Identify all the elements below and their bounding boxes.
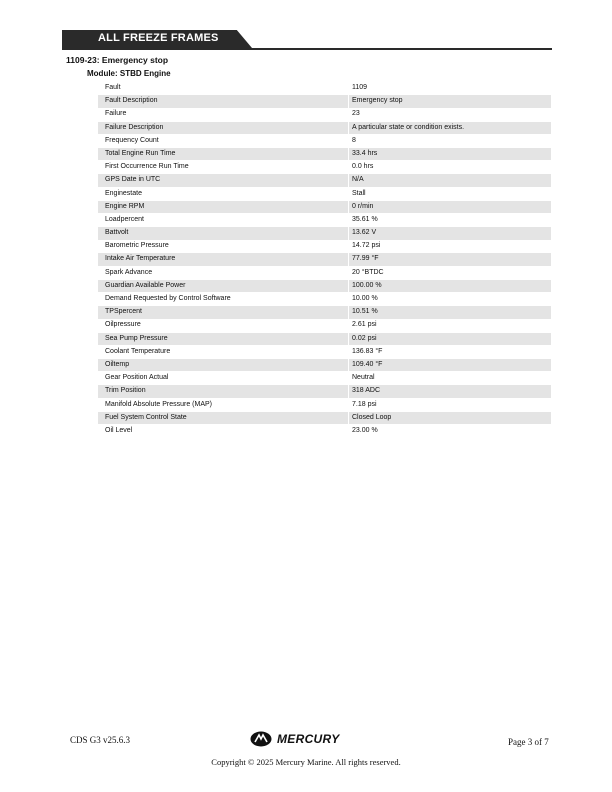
parameter-value: 8 (352, 136, 356, 144)
parameter-name: Intake Air Temperature (98, 253, 348, 266)
parameter-value: 0.0 hrs (352, 163, 374, 171)
parameter-value: Neutral (352, 374, 375, 382)
parameter-name: Failure Description (98, 122, 348, 135)
parameter-name: Guardian Available Power (98, 280, 348, 293)
copyright-notice: Copyright © 2025 Mercury Marine. All rights reserved. (211, 757, 401, 767)
page-number: Page 3 of 7 (508, 737, 549, 747)
table-row (98, 135, 551, 148)
parameter-value: 318 ADC (349, 385, 551, 398)
parameter-value: 0.02 psi (349, 333, 551, 346)
parameter-value: 10.51 % (349, 306, 551, 319)
table-row (98, 108, 551, 121)
parameter-value: 0 r/min (349, 201, 551, 214)
parameter-value: 2.61 psi (352, 321, 377, 329)
parameter-name: Loadpercent (105, 215, 144, 223)
parameter-name: GPS Date in UTC (98, 174, 348, 187)
parameter-value: 13.62 V (349, 227, 551, 240)
parameter-value: 23.00 % (352, 426, 378, 434)
parameter-name: Battvolt (98, 227, 348, 240)
parameter-name: Gear Position Actual (105, 374, 169, 382)
parameter-value: Emergency stop (349, 95, 551, 108)
table-row (98, 293, 551, 306)
table-row (98, 372, 551, 385)
parameter-value: 20 °BTDC (352, 268, 384, 276)
parameter-name: TPSpercent (98, 306, 348, 319)
parameter-value: 33.4 hrs (349, 148, 551, 161)
parameter-value: 1109 (352, 84, 368, 91)
table-row (98, 122, 551, 135)
parameter-name: Sea Pump Pressure (98, 333, 348, 346)
table-row (98, 95, 551, 108)
parameter-name: Fault Description (98, 95, 348, 108)
table-row (98, 148, 551, 161)
table-row (98, 346, 551, 359)
parameter-value: 100.00 % (349, 280, 551, 293)
parameter-name: Barometric Pressure (105, 242, 169, 250)
table-row (98, 188, 551, 201)
table-row (98, 319, 551, 332)
parameter-name: Oil Level (105, 426, 133, 434)
table-row (98, 253, 551, 266)
parameter-value: A particular state or condition exists. (349, 122, 551, 135)
table-row (98, 82, 551, 95)
mercury-logo (250, 731, 340, 747)
parameter-value: N/A (349, 174, 551, 187)
parameter-name: Total Engine Run Time (98, 148, 348, 161)
parameter-name: First Occurrence Run Time (105, 163, 189, 171)
parameter-value: 109.40 °F (349, 359, 551, 372)
table-row (98, 385, 551, 398)
banner-title: ALL FREEZE FRAMES (98, 32, 219, 44)
freeze-frame-table (98, 82, 551, 438)
parameter-value: 10.00 % (352, 295, 378, 302)
parameter-name: Fault (105, 84, 121, 91)
parameter-name: Oilpressure (105, 321, 141, 329)
table-row (98, 214, 551, 227)
mercury-emblem-icon (250, 731, 272, 747)
table-row (98, 425, 551, 438)
parameter-name: Oiltemp (98, 359, 348, 372)
table-row (98, 267, 551, 280)
parameter-value: 7.18 psi (352, 400, 377, 408)
parameter-name: Enginestate (105, 189, 142, 197)
fault-title: 1109-23: Emergency stop (66, 55, 169, 65)
table-row (98, 227, 551, 240)
table-row (98, 306, 551, 319)
table-row (98, 201, 551, 214)
mercury-wordmark: MERCURY (277, 732, 340, 746)
banner-rule (62, 48, 552, 50)
parameter-value: 136.83 °F (352, 347, 383, 355)
table-row (98, 333, 551, 346)
parameter-name: Failure (105, 110, 127, 118)
parameter-name: Manifold Absolute Pressure (MAP) (105, 400, 212, 408)
table-row (98, 399, 551, 412)
table-row (98, 240, 551, 253)
parameter-value: 77.99 °F (349, 253, 551, 266)
parameter-name: Frequency Count (105, 136, 159, 144)
parameter-value: Closed Loop (349, 412, 551, 425)
parameter-name: Spark Advance (105, 268, 153, 276)
parameter-value: 23 (352, 110, 360, 118)
parameter-value: Stall (352, 189, 366, 197)
parameter-value: 35.61 % (352, 215, 378, 223)
module-label: Module: STBD Engine (87, 69, 171, 78)
table-row (98, 161, 551, 174)
parameter-name: Engine RPM (98, 201, 348, 214)
table-row (98, 280, 551, 293)
parameter-name: Fuel System Control State (98, 412, 348, 425)
table-row (98, 174, 551, 187)
table-row (98, 359, 551, 372)
parameter-name: Demand Requested by Control Software (105, 295, 231, 302)
parameter-value: 14.72 psi (352, 242, 381, 250)
parameter-name: Coolant Temperature (105, 347, 171, 355)
table-row (98, 412, 551, 425)
parameter-name: Trim Position (98, 385, 348, 398)
software-version: CDS G3 v25.6.3 (70, 735, 131, 745)
